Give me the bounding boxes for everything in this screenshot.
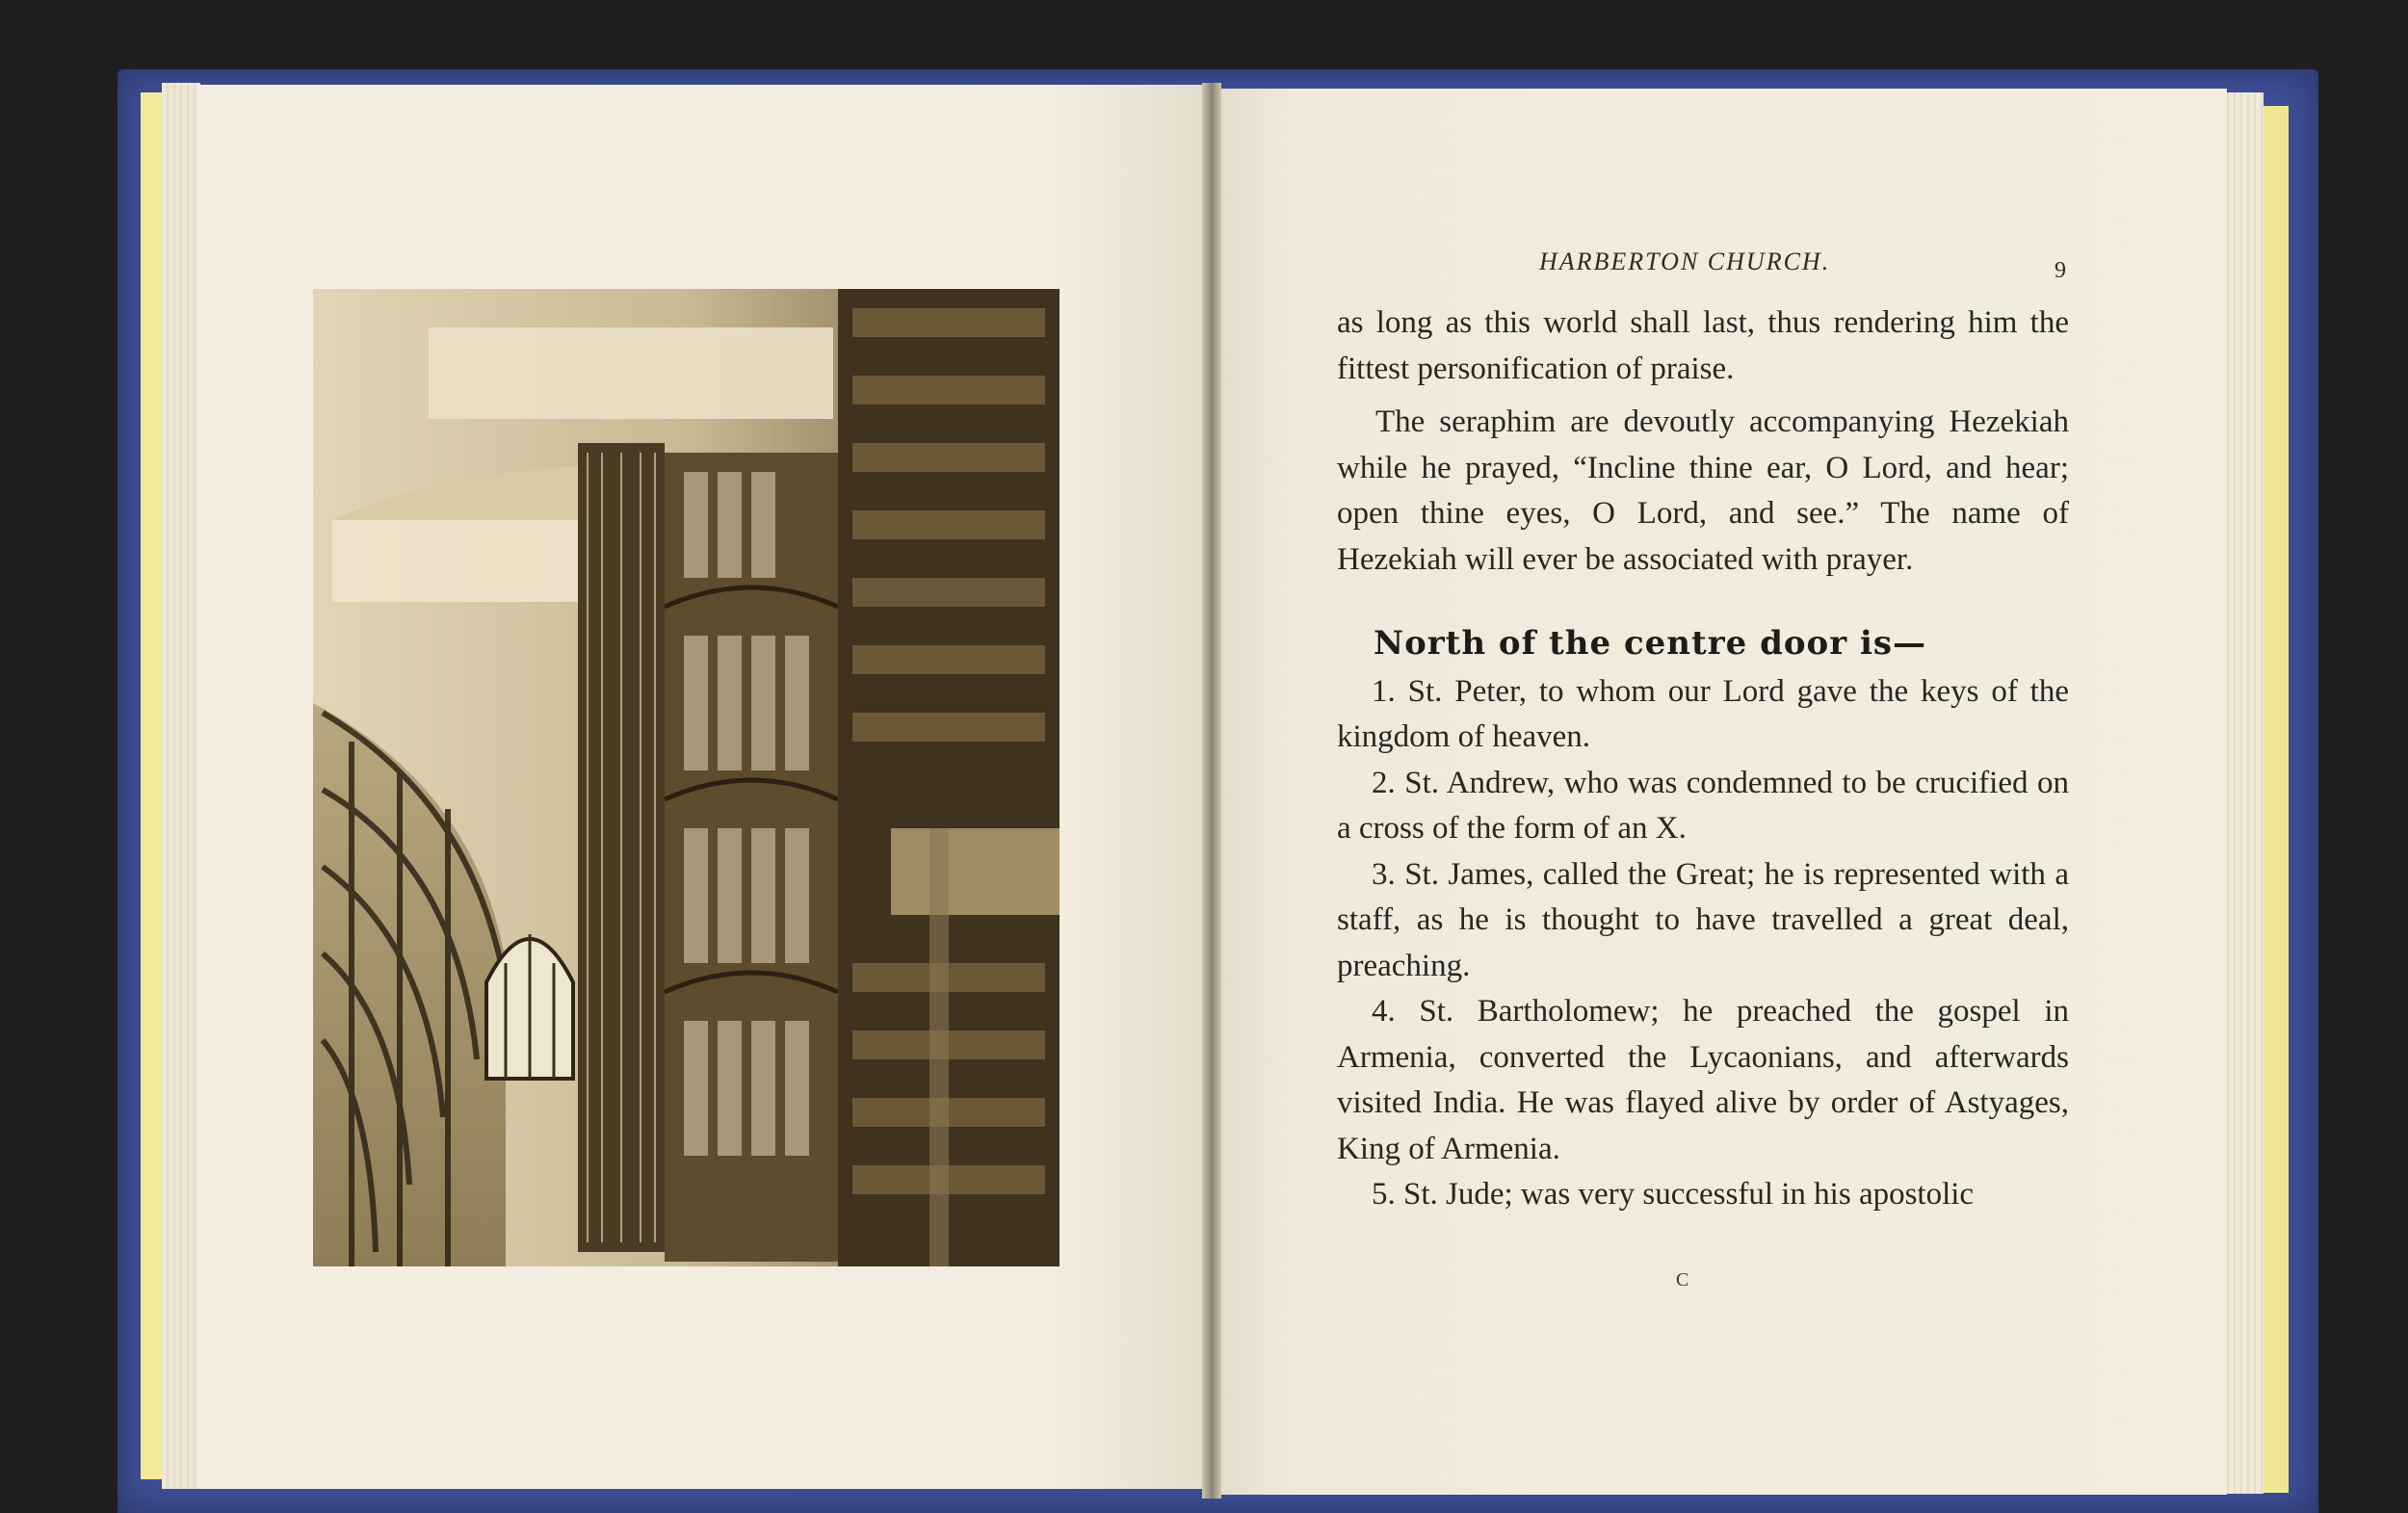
endpaper-right bbox=[2264, 106, 2289, 1493]
list-item-st-jude: 5. St. Jude; was very successful in his apostolic bbox=[1372, 1177, 1975, 1212]
page-edges-left bbox=[162, 83, 200, 1489]
book-gutter bbox=[1202, 83, 1221, 1499]
running-head: HARBERTON CHURCH. bbox=[1539, 248, 1831, 275]
section-heading: North of the centre door is— bbox=[1374, 624, 1927, 663]
church-interior-photograph bbox=[313, 289, 1060, 1266]
paragraph-seraphim: The seraphim are devoutly accompanying Hezekiah while he prayed, “Incline thine ear, O Lord, and hear; open thine eyes, O Lord, and see.” The name of Hezekiah will ever be associated with prayer. bbox=[1337, 404, 2069, 577]
list-item-st-bartholomew: 4. St. Bartholomew; he preached the gospel in Armenia, converted the Lycaonians, and afterwards visited India. He was flayed alive by order of Astyages, King of Armenia. bbox=[1337, 994, 2069, 1166]
list-item-st-andrew: 2. St. Andrew, who was condemned to be crucified on a cross of the form of an X. bbox=[1337, 765, 2069, 846]
paragraph-continuation: as long as this world shall last, thus rendering him the fittest personification of praise. bbox=[1337, 305, 2069, 386]
page-number: 9 bbox=[2055, 258, 2066, 283]
list-item-st-james: 3. St. James, called the Great; he is represented with a staff, as he is thought to have travelled a great deal, preaching. bbox=[1337, 856, 2069, 983]
list-item-st-peter: 1. St. Peter, to whom our Lord gave the keys of the kingdom of heaven. bbox=[1337, 673, 2069, 754]
page-body bbox=[1337, 300, 2069, 1218]
signature-mark: C bbox=[1676, 1269, 1689, 1291]
